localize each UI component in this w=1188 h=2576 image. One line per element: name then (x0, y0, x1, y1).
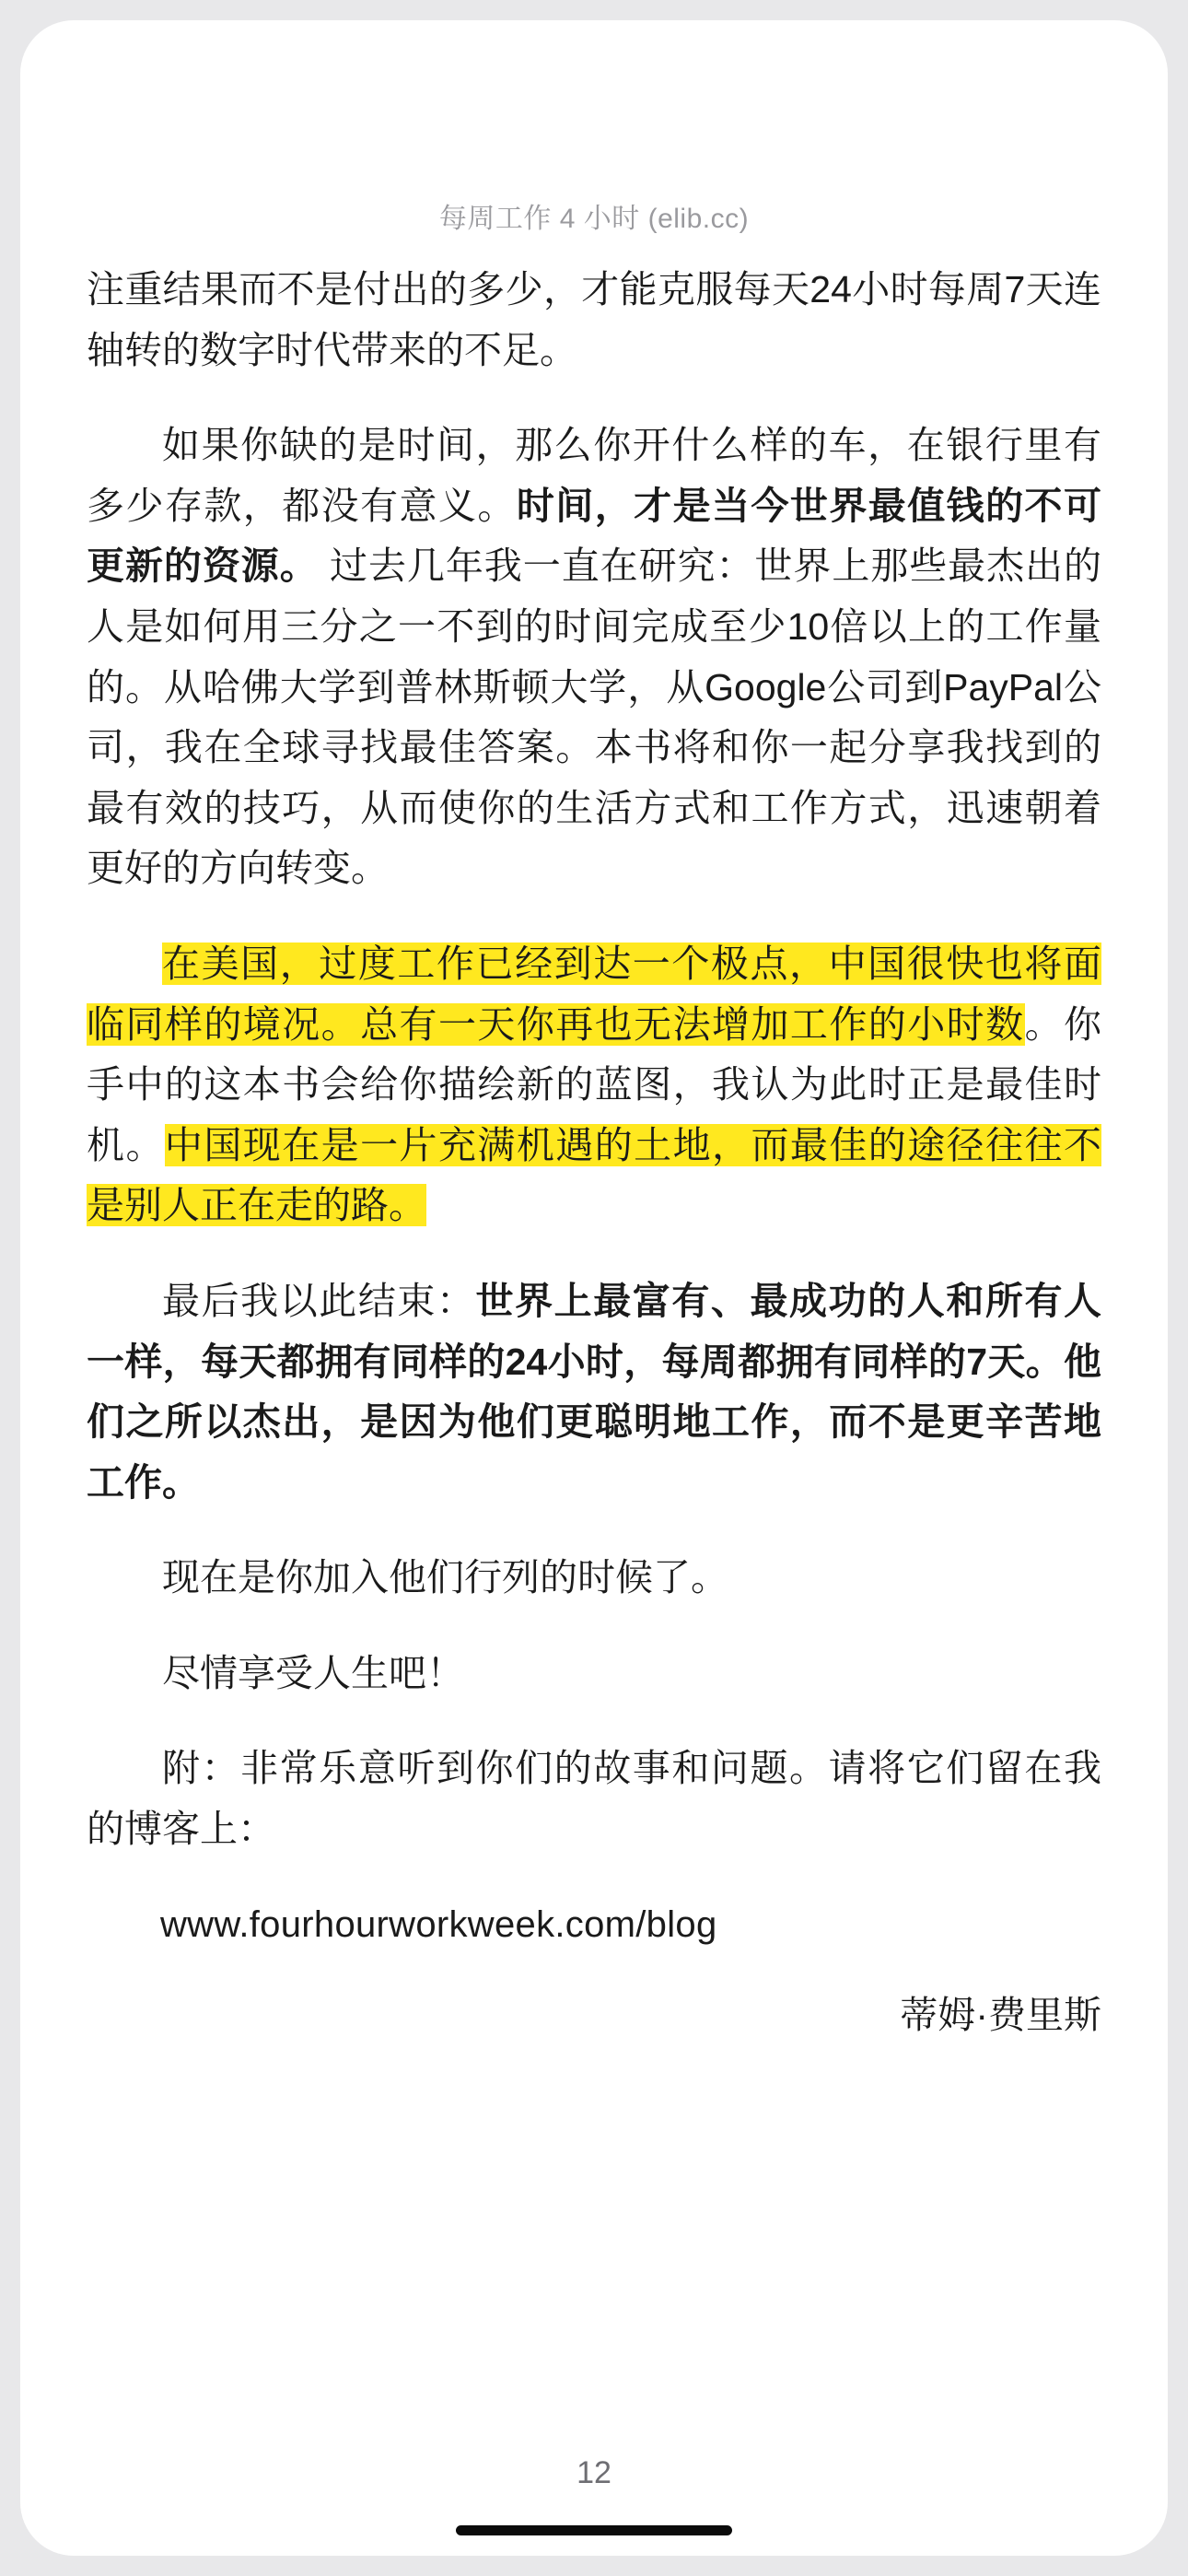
paragraph-5: 现在是你加入他们行列的时候了。 (162, 1556, 728, 1599)
paragraph-3 (87, 934, 1101, 1236)
paragraph-2-segment-1: 如果你缺的是时间，那么你开什么样的车，在银行里有多少存款，都没有意义。 (87, 424, 1101, 527)
paragraph-4-segment-1: 最后我以此结束： (162, 1279, 476, 1322)
paragraph-2 (87, 416, 1101, 899)
paragraph-6: 尽情享受人生吧！ (162, 1651, 464, 1694)
paragraph-2-bold-segment: 时间，才是当今世界最值钱的不可更新的资源。 (87, 484, 1102, 588)
paragraph-7: 附：非常乐意听到你们的故事和问题。请将它们留在我的博客上： (87, 1747, 1101, 1851)
book-content (20, 260, 1168, 2455)
paragraph-4 (87, 1271, 1101, 1513)
paragraph-3-segment-2: 。你手中的这本书会给你描绘新的蓝图，我认为此时正是最佳时机。 (87, 1002, 1102, 1166)
home-indicator[interactable] (456, 2525, 732, 2535)
page-number: 12 (577, 2455, 611, 2490)
highlight-segment-2[interactable]: 中国现在是一片充满机遇的土地，而最佳的途径往往不是别人正在走的路。 (87, 1123, 1102, 1227)
home-indicator-area (20, 2504, 1168, 2556)
paragraph-4-bold-segment: 世界上最富有、最成功的人和所有人一样，每天都拥有同样的24小时，每周都拥有同样的7天。他们之所以杰出，是因为他们更聪明地工作，而不是更辛苦地工作。 (87, 1279, 1102, 1504)
book-title-header: 每周工作 4 小时 (elib.cc) (438, 204, 750, 234)
author-signature: 蒂姆·费里斯 (900, 1993, 1101, 2036)
reader-page (20, 20, 1168, 2556)
paragraph-2-segment-3: 过去几年我一直在研究：世界上那些最杰出的人是如何用三分之一不到的时间完成至少10倍以上的工作量的。从哈佛大学到普林斯顿大学，从Google公司到PayPal公司，我在全球寻找最佳答案。本书将和你一起分享我找到的最有效的技巧，从而使你的生活方式和工作方式，迅速朝着更好的方向转变。 (87, 544, 1102, 890)
blog-url[interactable]: www.fourhourworkweek.com/blog (160, 1903, 717, 1945)
highlight-segment-1[interactable]: 在美国，过度工作已经到达一个极点，中国很快也将面临同样的境况。总有一天你再也无法增加工作的小时数 (87, 942, 1101, 1046)
paragraph-1: 注重结果而不是付出的多少，才能克服每天24小时每周7天连轴转的数字时代带来的不足。 (87, 268, 1101, 371)
